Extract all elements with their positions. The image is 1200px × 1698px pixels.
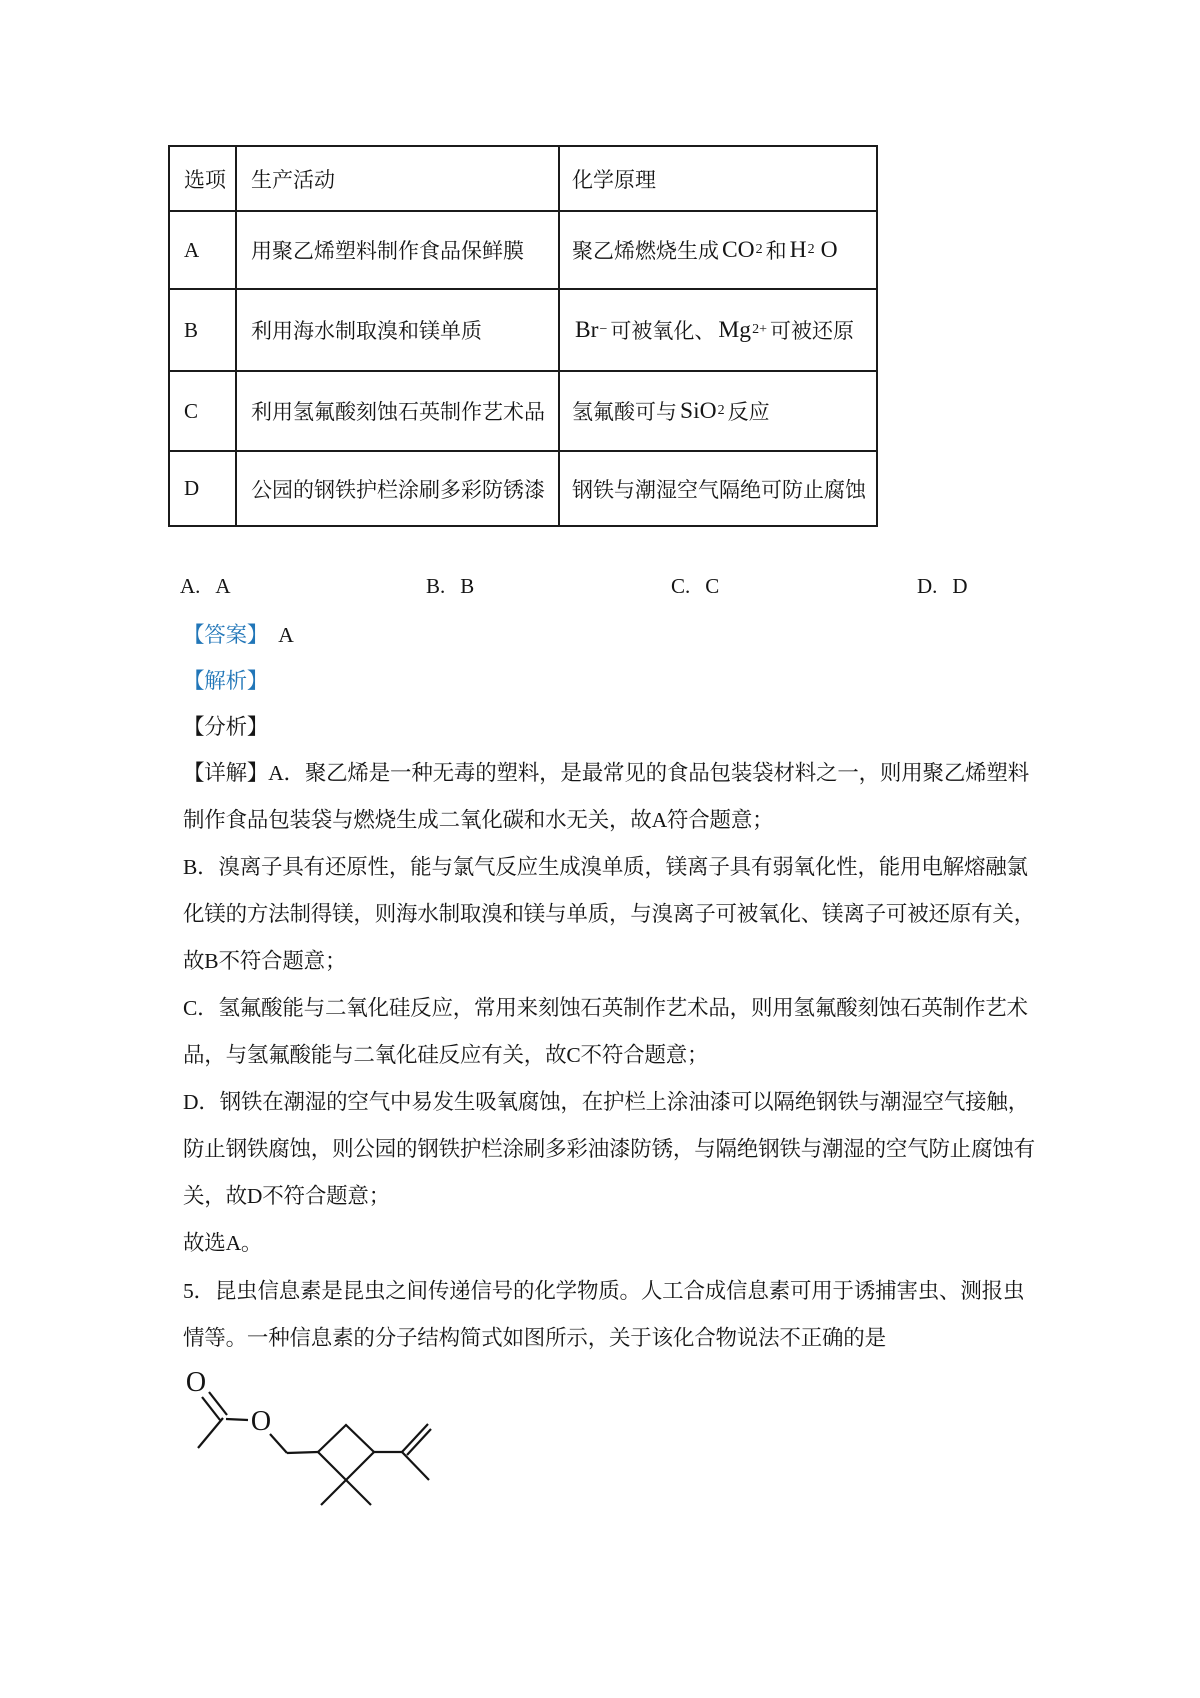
row-c-activity: 利用氢氟酸刻蚀石英制作艺术品 — [237, 372, 560, 452]
bond — [209, 1392, 227, 1415]
detail-line: 故B不符合题意； — [183, 949, 347, 973]
choice-a — [180, 574, 231, 599]
row-d-principle: 钢铁与潮湿空气隔绝可防止腐蚀 — [572, 477, 866, 502]
table-header-option: 选项 — [170, 147, 237, 212]
fenxi-line — [183, 712, 268, 742]
answer-label: 【答案】 — [183, 623, 269, 647]
row-b-activity: 利用海水制取溴和镁单质 — [237, 290, 560, 372]
row-a-principle: 聚乙烯燃烧生成 CO 2 和 H 2 O — [560, 212, 876, 290]
answer-line — [183, 620, 294, 650]
choice-d-value: D — [952, 574, 968, 598]
bond — [287, 1452, 318, 1453]
bond — [321, 1480, 346, 1505]
row-a-activity: 用聚乙烯塑料制作食品保鲜膜 — [237, 212, 560, 290]
choice-b-label: B. — [426, 574, 446, 598]
detail-line: 化镁的方法制得镁，则海水制取溴和镁与单质，与溴离子可被氧化、镁离子可被还原有关， — [183, 902, 1036, 926]
bond — [198, 1418, 223, 1448]
carbonyl-oxygen-label: O — [185, 1367, 207, 1398]
detail-line: 品，与氢氟酸能与二氧化硅反应有关，故C不符合题意； — [183, 1043, 709, 1067]
choice-d-label: D. — [917, 574, 938, 598]
question5-line: 情等。一种信息素的分子结构简式如图所示，关于该化合物说法不正确的是 — [183, 1326, 886, 1350]
options-table — [168, 145, 878, 527]
row-d-option: D — [170, 452, 237, 525]
row-d-activity: 公园的钢铁护栏涂刷多彩防锈漆 — [237, 452, 560, 525]
detail-line: 关，故D不符合题意； — [183, 1184, 391, 1208]
row-a-option: A — [170, 212, 237, 290]
row-c-principle: 氢氟酸可与 SiO 2 反应 — [560, 372, 876, 452]
detail-line: C．氢氟酸能与二氧化硅反应，常用来刻蚀石英制作艺术品，则用氢氟酸刻蚀石英制作艺术 — [183, 996, 1028, 1020]
detail-line: 制作食品包装袋与燃烧生成二氧化碳和水无关，故A符合题意； — [183, 808, 774, 832]
row-b-option: B — [170, 290, 237, 372]
detail-line: 【详解】A．聚乙烯是一种无毒的塑料，是最常见的食品包装袋材料之一，则用聚乙烯塑料 — [183, 761, 1030, 785]
detail-line: 防止钢铁腐蚀，则公园的钢铁护栏涂刷多彩油漆防锈，与隔绝钢铁与潮湿的空气防止腐蚀有 — [183, 1137, 1036, 1161]
bond — [402, 1452, 429, 1480]
choice-a-value: A — [215, 574, 231, 598]
row-b-principle: Br − 可被氧化、 Mg 2+ 可被还原 — [560, 290, 876, 372]
bond — [226, 1419, 248, 1420]
jiexi-label: 【解析】 — [183, 669, 269, 693]
pheromone-structure-figure — [150, 1356, 450, 1524]
bond — [202, 1397, 220, 1420]
choice-c — [671, 574, 719, 599]
question5-line: 5．昆虫信息素是昆虫之间传递信号的化学物质。人工合成信息素可用于诱捕害虫、测报虫 — [183, 1279, 1025, 1303]
row-c-option: C — [170, 372, 237, 452]
table-header-activity: 生产活动 — [237, 147, 560, 212]
choice-c-label: C. — [671, 574, 691, 598]
bond — [270, 1434, 287, 1453]
choice-b — [426, 574, 474, 599]
table-header-principle: 化学原理 — [560, 147, 876, 212]
fenxi-label: 【分析】 — [183, 715, 269, 739]
jiexi-line — [183, 666, 268, 696]
detail-line: D．钢铁在潮湿的空气中易发生吸氧腐蚀，在护栏上涂油漆可以隔绝钢铁与潮湿空气接触， — [183, 1090, 1030, 1114]
choice-c-value: C — [705, 574, 720, 598]
detail-line: B．溴离子具有还原性，能与氯气反应生成溴单质，镁离子具有弱氧化性，能用电解熔融氯 — [183, 855, 1028, 879]
bond — [346, 1480, 371, 1505]
ester-oxygen-label: O — [250, 1406, 272, 1437]
choice-a-label: A. — [180, 574, 201, 598]
conclusion-line: 故选A。 — [183, 1231, 263, 1255]
answer-value: A — [278, 623, 294, 647]
choice-b-value: B — [460, 574, 475, 598]
choice-d — [917, 574, 968, 599]
cyclobutane-ring — [318, 1425, 374, 1480]
